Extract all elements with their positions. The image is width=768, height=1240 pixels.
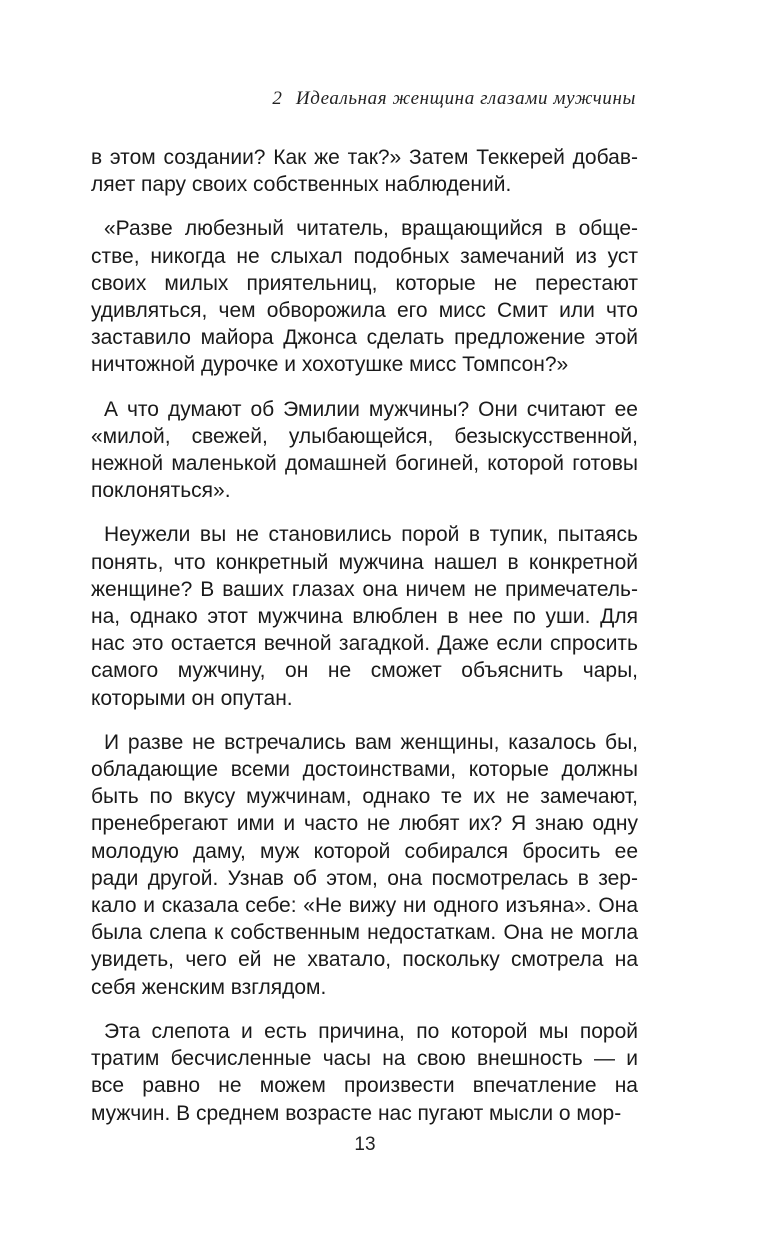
paragraph: А что думают об Эмилии мужчины? Они считают ее «милой, свежей, улыбающейся, безыскусственной, нежной маленькой домашней богиней, которой готовы поклоняться». [91,397,638,503]
chapter-number: 2 [272,88,283,109]
running-header [272,88,636,110]
paragraph: Неужели вы не становились порой в тупик, пытаясь понять, что конкретный мужчина нашел в конкретной женщине? В ваших глазах она ничем не примечательна, однако этот мужчина влюблен в нее по уши. Для нас это остается вечной загадкой. Даже если спросить самого мужчину, он не сможет объяснить чары, которыми он опутан. [91,523,638,710]
paragraph: в этом создании? Как же так?» Затем Теккерей добавляет пару своих собственных наблюдений. [91,146,638,197]
paragraph: «Разве любезный читатель, вращающийся в обществе, никогда не слыхал подобных замечаний из уст своих милых приятельниц, которые не перестают удивляться, чем обворожила его мисс Смит или что заставило майора Джонса сделать предложение этой ничтожной дурочке и хохотушке мисс Томпсон?» [91,217,638,377]
body-text [91,144,638,1144]
chapter-title: Идеальная женщина глазами мужчины [295,88,636,109]
paragraph: И разве не встречались вам женщины, казалось бы, обладающие всеми достоинствами, которые должны быть по вкусу мужчинам, однако те их не замечают, пренебрегают ими и часто не любят их? Я знаю одну молодую даму, муж которой собирался бросить ее ради другой. Узнав об этом, она посмотрелась в зеркало и сказала себе: «Не вижу ни одного изъяна». Она была слепа к собственным недостаткам. Она не могла увидеть, чего ей не хватало, поскольку смотрела на себя женским взглядом. [91,730,638,999]
paragraph: Эта слепота и есть причина, по которой мы порой тратим бесчисленные часы на свою внешность — и все равно не можем произвести впечатление на мужчин. В среднем возрасте нас пугают мысли о мор- [91,1019,638,1125]
page-number: 13 [354,1134,376,1155]
